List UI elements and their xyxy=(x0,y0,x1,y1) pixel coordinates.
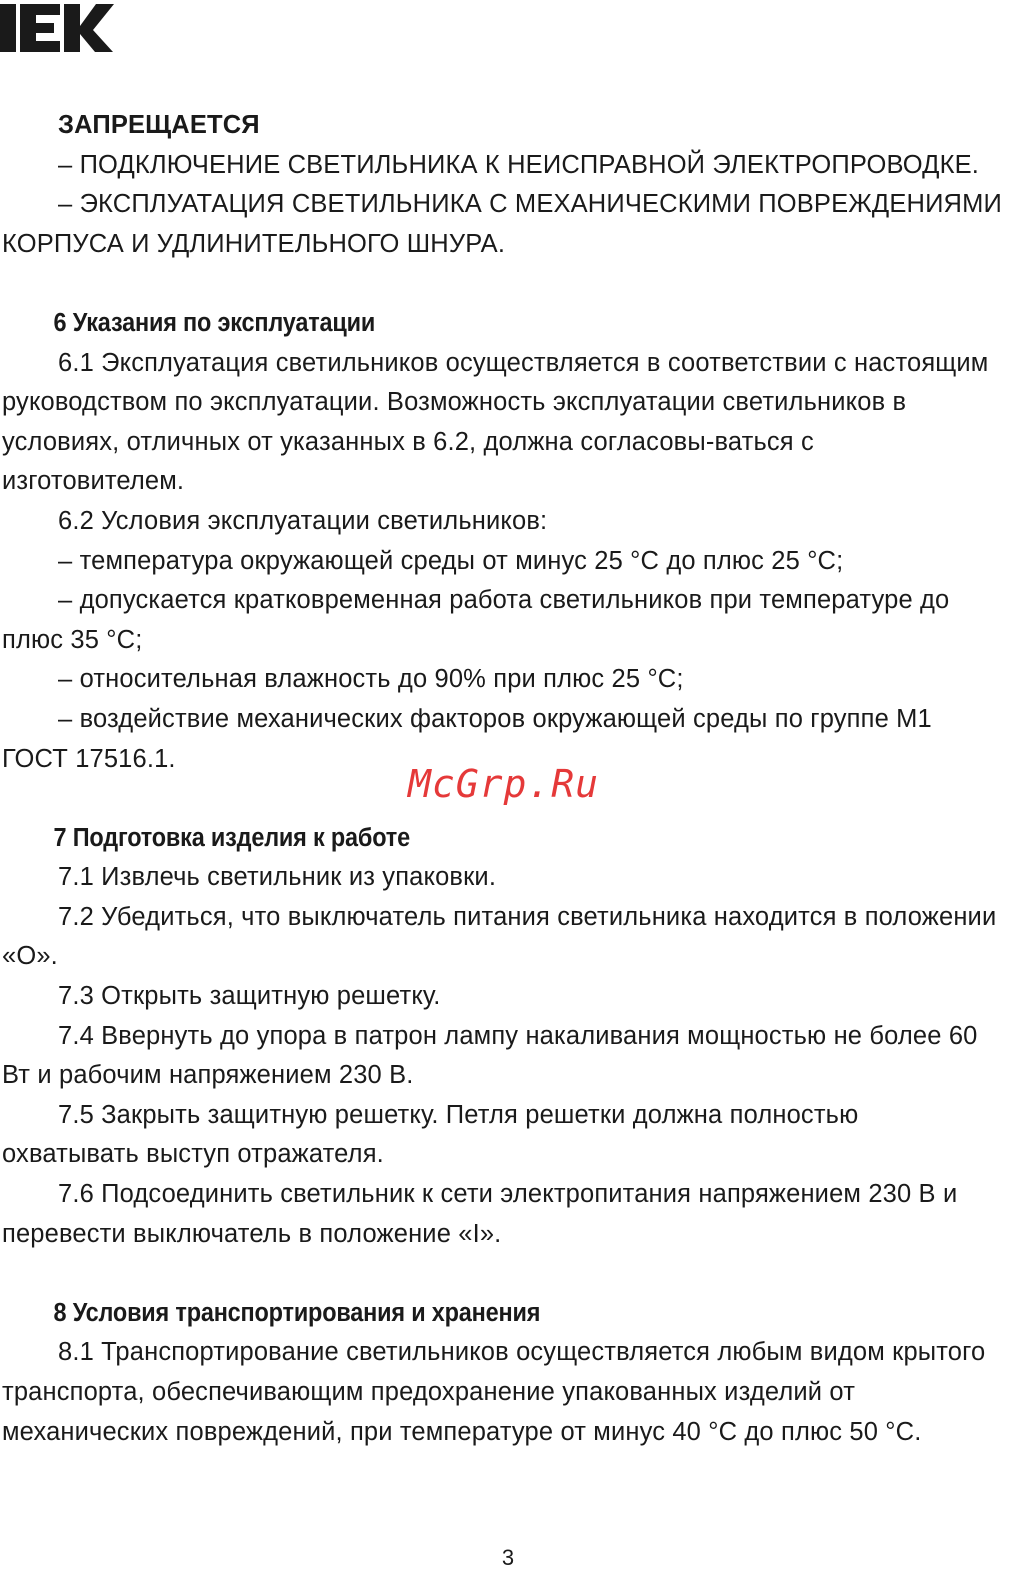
preparation-step: 7.3 Открыть защитную решетку. xyxy=(58,982,441,1011)
iek-logo-mark xyxy=(0,0,115,56)
condition-item: – воздействие механических факторов окружающей среды по группе М1 ГОСТ 17516.1. xyxy=(2,704,932,773)
warning-item: – ЭКСПЛУАТАЦИЯ СВЕТИЛЬНИКА С МЕХАНИЧЕСКИМИ ПОВРЕЖДЕНИЯМИ КОРПУСА И УДЛИНИТЕЛЬНОГО ШНУРА. xyxy=(2,190,1002,258)
section-6-title: 6 Указания по эксплуатации xyxy=(53,308,376,337)
condition-item: – относительная влажность до 90% при плюс 25 °С; xyxy=(58,665,684,694)
page-number: 3 xyxy=(501,1545,515,1570)
warning-title: ЗАПРЕЩАЕТСЯ xyxy=(58,111,260,139)
preparation-step: 7.1 Извлечь светильник из упаковки. xyxy=(58,863,497,892)
section-8-paragraph-1: 8.1 Транспортирование светильников осуществляется любым видом крытого транспорта, обеспечивающим предохранение упакованных изделий от механических повреждений, при температуре от минус 40 °С до плюс 50 °С. xyxy=(2,1338,986,1446)
preparation-step: 7.2 Убедиться, что выключатель питания светильника находится в положении «О». xyxy=(2,902,997,971)
preparation-step: 7.5 Закрыть защитную решетку. Петля решетки должна полностью охватывать выступ отражателя. xyxy=(2,1100,859,1169)
condition-item: – допускается кратковременная работа светильников при температуре до плюс 35 °С; xyxy=(2,586,950,654)
section-6-paragraph-1: 6.1 Эксплуатация светильников осуществляется в соответствии с настоящим руководством по эксплуатации. Возможность эксплуатации светильников в условиях, отличных от указанных в 6.2, должна согласовы-ваться с изготовителем. xyxy=(2,348,989,496)
preparation-step: 7.4 Ввернуть до упора в патрон лампу накаливания мощностью не более 60 Вт и рабочим напряжением 230 В. xyxy=(2,1021,978,1090)
section-6-paragraph-2: 6.2 Условия эксплуатации светильников: xyxy=(58,506,548,535)
section-7-title: 7 Подготовка изделия к работе xyxy=(53,823,410,852)
section-8-title: 8 Условия транспортирования и хранения xyxy=(53,1298,541,1327)
warning-item: – ПОДКЛЮЧЕНИЕ СВЕТИЛЬНИКА К НЕИСПРАВНОЙ ЭЛЕКТРОПРОВОДКЕ. xyxy=(58,150,979,179)
preparation-step: 7.6 Подсоединить светильник к сети электропитания напряжением 230 В и перевести выключатель в положение «I». xyxy=(2,1180,958,1248)
watermark: McGrp.Ru xyxy=(408,762,600,806)
condition-item: – температура окружающей среды от минус 25 °С до плюс 25 °С; xyxy=(58,546,844,575)
iek-logo xyxy=(0,0,115,56)
